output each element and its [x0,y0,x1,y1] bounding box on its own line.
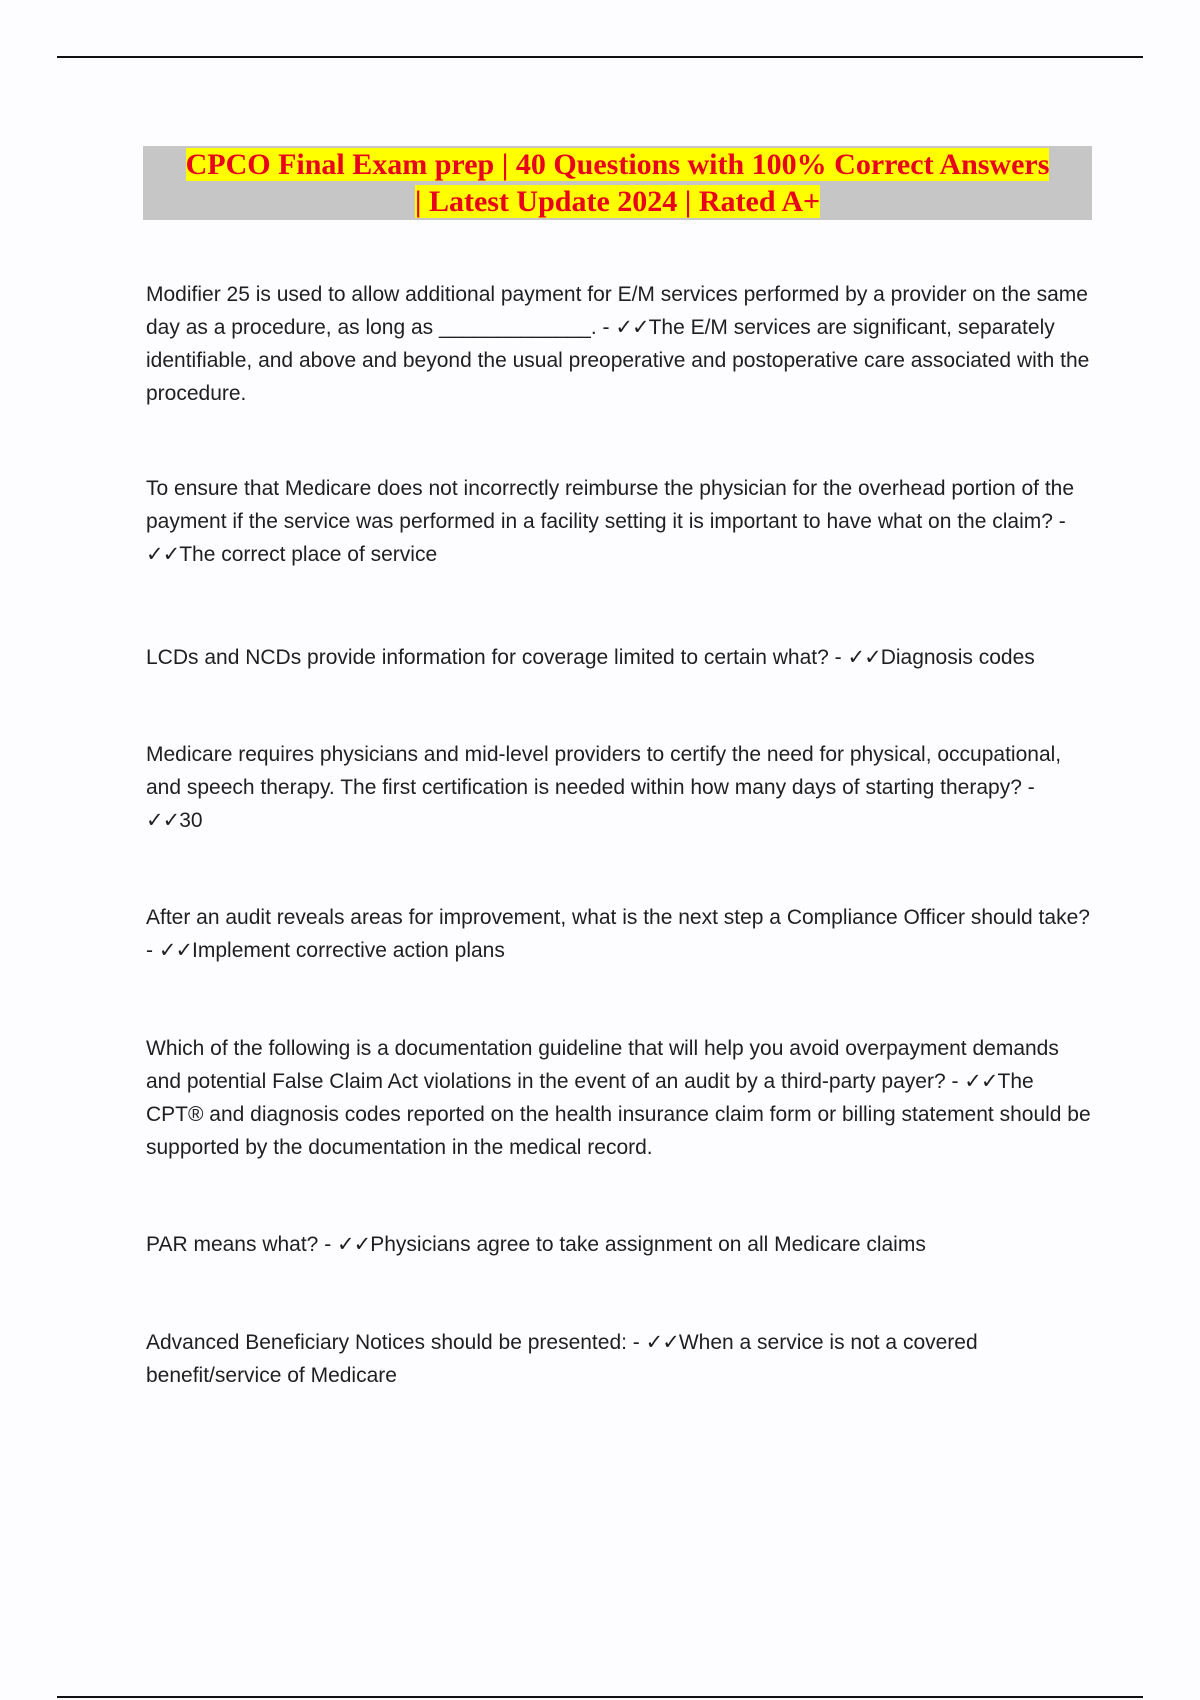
question-text: After an audit reveals areas for improvement, what is the next step a Compliance Officer should take? - [146,906,1090,962]
answer-text: When a service is not a covered benefit/service of Medicare [146,1331,978,1387]
document-title [143,146,1092,220]
qa-item [146,641,1035,674]
top-rule [57,56,1143,58]
answer-text: Diagnosis codes [880,646,1035,669]
double-check-icon: ✓✓ [158,938,193,962]
answer-text: The E/M services are significant, separately identifiable, and above and beyond the usual preoperative and postoperative care associated with the procedure. [146,316,1090,405]
question-text: Medicare requires physicians and mid-level providers to certify the need for physical, occupational, and speech therapy. The first certification is needed within how many days of starting therapy? - [146,743,1062,799]
question-text: LCDs and NCDs provide information for coverage limited to certain what? - [146,646,842,669]
answer-text: Physicians agree to take assignment on all Medicare claims [370,1233,926,1256]
double-check-icon: ✓✓ [146,808,180,832]
title-line-1: CPCO Final Exam prep | 40 Questions with 100% Correct Answers [185,148,1050,181]
question-text: Modifier 25 is used to allow additional payment for E/M services performed by a provider on the same day as a procedure, as long as _____________. - [146,283,1088,339]
qa-item [146,1032,1091,1164]
double-check-icon: ✓✓ [847,645,881,669]
answer-text: 30 [179,809,203,832]
qa-item [146,738,1091,837]
question-text: Which of the following is a documentation guideline that will help you avoid overpayment demands and potential False Claim Act violations in the event of an audit by a third-party payer? - [146,1037,1059,1093]
question-text: PAR means what? - [146,1233,332,1256]
question-text: Advanced Beneficiary Notices should be presented: - [146,1331,640,1354]
double-check-icon: ✓✓ [146,542,180,566]
qa-item [146,278,1091,410]
double-check-icon: ✓✓ [337,1232,371,1256]
double-check-icon: ✓✓ [645,1330,679,1354]
answer-text: The correct place of service [179,543,438,566]
question-text: To ensure that Medicare does not incorrectly reimburse the physician for the overhead portion of the payment if the service was performed in a facility setting it is important to have what on the claim? - [146,477,1075,533]
title-line-2: | Latest Update 2024 | Rated A+ [414,185,821,218]
double-check-icon: ✓✓ [615,315,649,339]
qa-item [146,472,1091,571]
qa-item [146,1228,926,1261]
answer-text: The CPT® and diagnosis codes reported on the health insurance claim form or billing statement should be supported by the documentation in the medical record. [146,1070,1091,1159]
qa-item [146,901,1091,967]
answer-text: Implement corrective action plans [192,939,505,962]
bottom-rule [57,1696,1143,1698]
qa-item [146,1326,1091,1392]
double-check-icon: ✓✓ [964,1069,998,1093]
